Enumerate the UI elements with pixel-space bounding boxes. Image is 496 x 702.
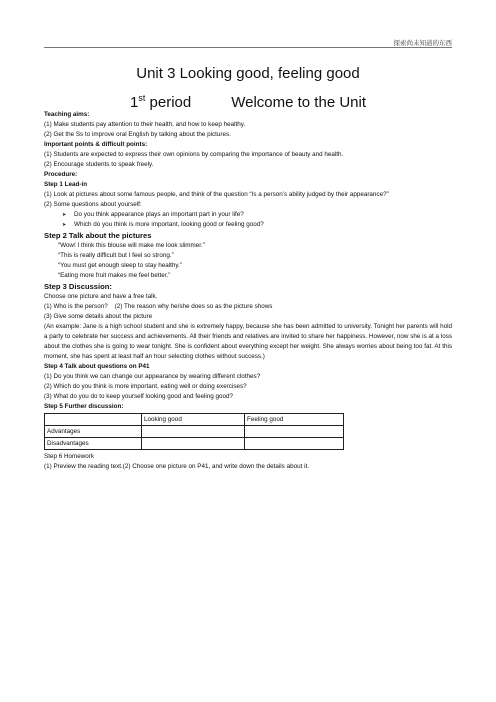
table-cell: Feeling good bbox=[245, 414, 344, 426]
quote: “Eating more fruit makes me feel better.” bbox=[58, 272, 171, 279]
period-word: period bbox=[145, 94, 192, 111]
step3-heading: Step 3 Discussion: bbox=[44, 282, 112, 291]
point-item: (1) Students are expected to express their own opinions by comparing the importance of beauty and health. bbox=[44, 151, 344, 158]
step3-question: (1) Who is the person? (2) The reason why he/she does so as the picture shows bbox=[44, 303, 273, 310]
table-cell: Looking good bbox=[142, 414, 245, 426]
step1-bullet bbox=[44, 220, 452, 230]
step3-intro: Choose one picture and have a free talk. bbox=[44, 293, 158, 300]
step1-sub: (2) Some questions about yourself: bbox=[44, 201, 142, 208]
step6-heading: Step 6 Homework bbox=[44, 453, 95, 460]
step1-heading: Step 1 Lead-in bbox=[44, 181, 88, 188]
step4-item: (2) Which do you think is more important, eating well or doing exercises? bbox=[44, 383, 247, 390]
table-header-row bbox=[45, 414, 344, 426]
table-cell bbox=[245, 438, 344, 450]
table-row bbox=[45, 438, 344, 450]
step5-heading: Step 5 Further discussion: bbox=[44, 403, 124, 410]
lesson-plan-body bbox=[44, 110, 452, 472]
table-cell bbox=[142, 426, 245, 438]
step3-question: (3) Give some details about the picture bbox=[44, 313, 153, 320]
aim-item: (2) Get the Ss to improve oral English by talking about the pictures. bbox=[44, 131, 231, 138]
point-item: (2) Encourage students to speak freely. bbox=[44, 161, 154, 168]
header-divider bbox=[44, 47, 452, 48]
bullet-text: Do you think appearance plays an important part in your life? bbox=[74, 211, 244, 218]
bullet-icon: ➤ bbox=[62, 222, 67, 228]
table-cell: Advantages bbox=[45, 426, 142, 438]
step4-item: (1) Do you think we can change our appearance by wearing different clothes? bbox=[44, 373, 261, 380]
aims-heading: Teaching aims: bbox=[44, 111, 90, 118]
step4-item: (3) What do you do to keep yourself looking good and feeling good? bbox=[44, 393, 234, 400]
step1-bullet bbox=[44, 210, 452, 220]
step2-heading: Step 2 Talk about the pictures bbox=[44, 231, 152, 240]
table-row bbox=[45, 426, 344, 438]
table-cell bbox=[45, 414, 142, 426]
points-heading: Important points & difficult points: bbox=[44, 141, 148, 148]
step3-example: (An example: Jane is a high school student and she is extremely happy, because she has been admitted to university. Tonight her parents will hold a party to celebrate her success and achievements. All their friends and relatives are invited to share her happiness. However, now she is at a loss about the clothes she is going to wear tonight. She is confident about everything except her weight. She always worries about being too fat. At this moment, she has spent at least half an hour selecting clothes without success.) bbox=[44, 323, 452, 360]
procedure-heading: Procedure: bbox=[44, 171, 78, 178]
quote: “You must get enough sleep to stay healthy.” bbox=[58, 262, 182, 269]
table-cell: Disadvantages bbox=[45, 438, 142, 450]
table-cell bbox=[245, 426, 344, 438]
step6-text: (1) Preview the reading text.(2) Choose one picture on P41, and write down the details about it. bbox=[44, 463, 309, 470]
step4-heading: Step 4 Talk about questions on P41 bbox=[44, 363, 150, 370]
bullet-icon: ➤ bbox=[62, 212, 67, 218]
quote: “Wow! I think this blouse will make me look slimmer.” bbox=[58, 242, 205, 249]
page-header-text: 探索尚未知道的东西 bbox=[393, 39, 452, 47]
period-ordinal: st bbox=[138, 93, 146, 103]
table-cell bbox=[142, 438, 245, 450]
comparison-table bbox=[44, 413, 344, 450]
unit-title: Unit 3 Looking good, feeling good bbox=[136, 65, 360, 82]
step1-text: (1) Look at pictures about some famous people, and think of the question “Is a person’s ability judged by their appearance?” bbox=[44, 191, 389, 198]
period-number: 1 bbox=[129, 94, 139, 111]
bullet-text: Which do you think is more important, looking good or feeling good? bbox=[74, 221, 264, 228]
lesson-title: Welcome to the Unit bbox=[231, 94, 366, 111]
aim-item: (1) Make students pay attention to their health, and how to keep healthy. bbox=[44, 121, 246, 128]
quote: “This is really difficult but I feel so strong.” bbox=[58, 252, 174, 259]
